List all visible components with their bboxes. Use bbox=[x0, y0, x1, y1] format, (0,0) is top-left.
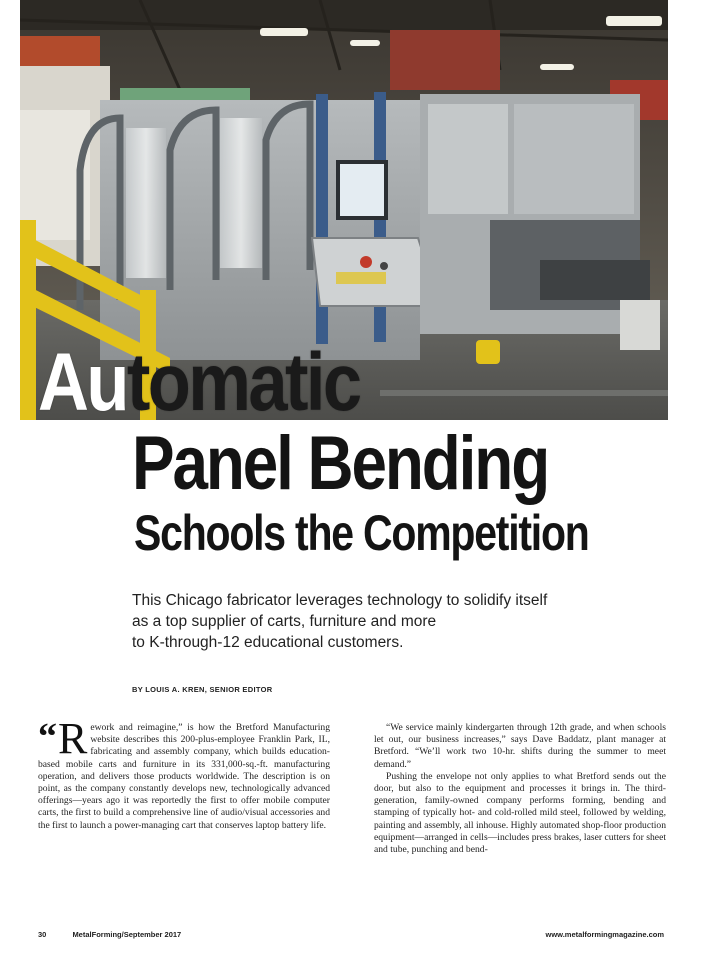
publication-name: MetalForming/September 2017 bbox=[72, 930, 182, 939]
body-column-left bbox=[38, 714, 330, 832]
body-column-right bbox=[374, 722, 666, 856]
headline-line-1 bbox=[38, 337, 360, 428]
headline-line-3: Schools the Competition bbox=[134, 505, 589, 561]
opening-paragraph bbox=[38, 714, 330, 832]
body-paragraph-3: Pushing the envelope not only applies to what Bretford sends out the door, but also to the equipment and processes it brings in. The third-generation, family-owned company performs forming, bending and stamping of typically hot- and cold-rolled mild steel, followed by welding, painting and assembly, all inhouse. Highly automated shop-floor production equipment—arranged in cells—includes press brakes, laser cutters for sheet and tube, punching and bend- bbox=[374, 770, 666, 856]
body-paragraph-1: ework and reimagine,” is how the Bretford Manufacturing website describes this 200-plus-employee Franklin Park, IL, fabricating and assembly company, which builds education-based mobile carts and furniture in its 331,000-sq.-ft. manufacturing operation, and delivers those products worldwide. The description is on point, as the company constantly develops new, technologically advanced offerings—years ago it was reportedly the first to offer mobile computer carts, the first to build a comprehensive line of audio/visual accessories and the first to launch a power-managing cart that conserves laptop battery life. bbox=[38, 722, 330, 831]
headline-light-part: Au bbox=[38, 337, 127, 428]
byline: BY LOUIS A. KREN, SENIOR EDITOR bbox=[132, 685, 273, 694]
headline-dark-part: tomatic bbox=[126, 337, 360, 428]
deck-line-1: This Chicago fabricator leverages technology to solidify itself bbox=[132, 592, 548, 609]
headline-line-2: Panel Bending bbox=[132, 421, 549, 506]
footer-website: www.metalformingmagazine.com bbox=[545, 930, 664, 939]
page-number: 30 bbox=[38, 930, 47, 939]
drop-cap: R bbox=[58, 714, 88, 763]
footer-left bbox=[38, 930, 181, 939]
deck-line-2: as a top supplier of carts, furniture and more bbox=[132, 613, 437, 630]
article-deck bbox=[132, 590, 582, 653]
opening-quote-mark: “ bbox=[38, 716, 57, 758]
deck-line-3: to K-through-12 educational customers. bbox=[132, 634, 404, 651]
body-paragraph-2: “We service mainly kindergarten through 12th grade, and when schools let out, our business increases,” says Dave Baddatz, plant manager at Bretford. “We’ll work two 10-hr. shifts during the summer to meet demand.” bbox=[374, 722, 666, 770]
